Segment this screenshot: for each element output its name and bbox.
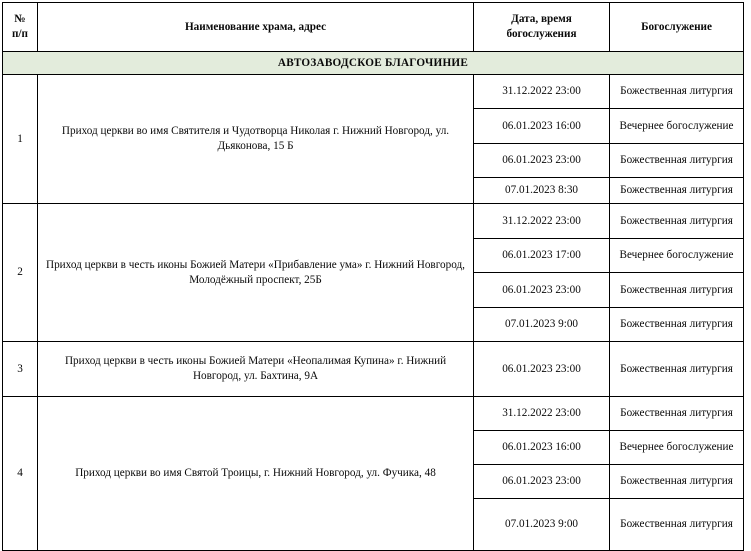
service-type: Божественная литургия <box>610 397 744 431</box>
column-header-date-line1: Дата, время <box>511 13 572 26</box>
table-body <box>3 52 744 551</box>
service-type: Божественная литургия <box>610 75 744 109</box>
service-datetime: 31.12.2022 23:00 <box>474 397 610 431</box>
column-header-date-line2: богослужения <box>506 28 577 40</box>
row-number: 3 <box>3 342 38 397</box>
service-type: Божественная литургия <box>610 204 744 239</box>
service-datetime: 31.12.2022 23:00 <box>474 75 610 109</box>
service-datetime: 06.01.2023 16:00 <box>474 109 610 144</box>
service-type: Божественная литургия <box>610 144 744 178</box>
column-header-number-line1: № <box>14 13 26 26</box>
service-type: Божественная литургия <box>610 178 744 204</box>
service-type: Божественная литургия <box>610 342 744 397</box>
row-number: 4 <box>3 397 38 551</box>
table-row <box>3 75 744 109</box>
service-datetime: 07.01.2023 9:00 <box>474 308 610 342</box>
service-type: Божественная литургия <box>610 273 744 308</box>
parish-name: Приход церкви во имя Святителя и Чудотворца Николая г. Нижний Новгород, ул. Дьяконова, 15 Б <box>38 75 474 204</box>
service-type: Вечернее богослужение <box>610 109 744 144</box>
service-type: Божественная литургия <box>610 308 744 342</box>
service-type: Вечернее богослужение <box>610 239 744 273</box>
service-datetime: 07.01.2023 9:00 <box>474 499 610 551</box>
service-datetime: 06.01.2023 23:00 <box>474 144 610 178</box>
header-row <box>3 3 744 52</box>
service-type: Божественная литургия <box>610 499 744 551</box>
service-type: Божественная литургия <box>610 465 744 499</box>
service-datetime: 06.01.2023 23:00 <box>474 465 610 499</box>
column-header-date <box>474 3 610 52</box>
service-datetime: 06.01.2023 17:00 <box>474 239 610 273</box>
table-header <box>3 3 744 52</box>
column-header-name: Наименование храма, адрес <box>38 3 474 52</box>
service-datetime: 06.01.2023 23:00 <box>474 342 610 397</box>
column-header-number-line2: п/п <box>11 28 28 40</box>
parish-name: Приход церкви во имя Святой Троицы, г. Нижний Новгород, ул. Фучика, 48 <box>38 397 474 551</box>
service-datetime: 07.01.2023 8:30 <box>474 178 610 204</box>
parish-name: Приход церкви в честь иконы Божией Матери «Прибавление ума» г. Нижний Новгород, Молодёжный проспект, 25Б <box>38 204 474 342</box>
service-datetime: 06.01.2023 23:00 <box>474 273 610 308</box>
service-datetime: 06.01.2023 16:00 <box>474 431 610 465</box>
table-row <box>3 397 744 431</box>
parish-name: Приход церкви в честь иконы Божией Матери «Неопалимая Купина» г. Нижний Новгород, ул. Бахтина, 9А <box>38 342 474 397</box>
table-row <box>3 204 744 239</box>
deanery-banner-row <box>3 52 744 75</box>
table-row <box>3 342 744 397</box>
column-header-number <box>3 3 38 52</box>
service-schedule-table <box>2 2 744 551</box>
row-number: 2 <box>3 204 38 342</box>
row-number: 1 <box>3 75 38 204</box>
column-header-service: Богослужение <box>610 3 744 52</box>
deanery-banner-label: АВТОЗАВОДСКОЕ БЛАГОЧИНИЕ <box>3 52 744 75</box>
service-type: Вечернее богослужение <box>610 431 744 465</box>
service-datetime: 31.12.2022 23:00 <box>474 204 610 239</box>
